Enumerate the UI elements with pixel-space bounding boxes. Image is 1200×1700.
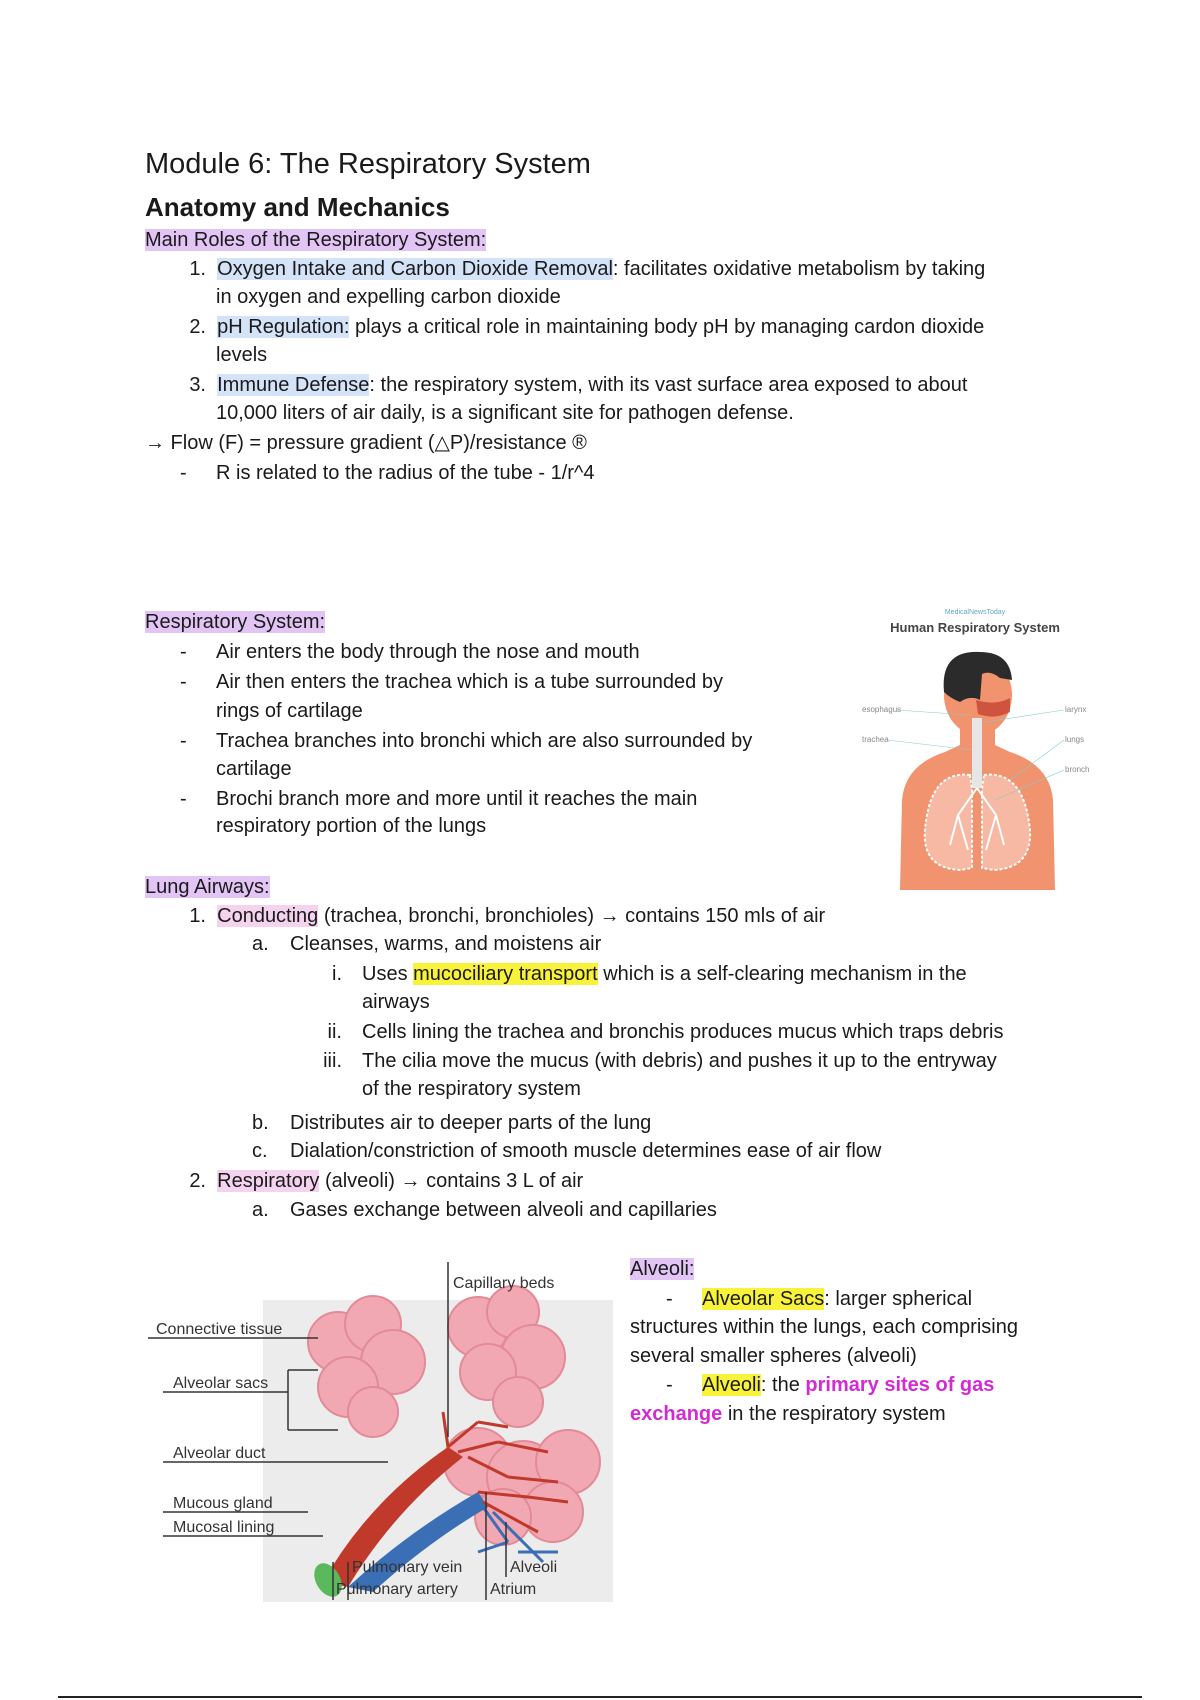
resp-list-item: cartilage: [216, 758, 292, 780]
alveolar-sacs-key: Alveolar Sacs: [702, 1288, 825, 1310]
resp-list-item: respiratory portion of the lungs: [216, 815, 487, 837]
role-1-text: : facilitates oxidative metabolism by taking: [612, 258, 986, 280]
conducting-iii: The cilia move the mucus (with debris) and pushes it up to the entryway: [362, 1050, 997, 1072]
alveolar-sacs-text: : larger spherical: [824, 1288, 973, 1310]
conducting-text: (trachea, bronchi, bronchioles) → contains 150 mls of air: [318, 905, 826, 927]
label-mucous-gland: Mucous gland: [173, 1495, 273, 1512]
resp-bullet: -: [180, 671, 187, 693]
role-1-cont: in oxygen and expelling carbon dioxide: [216, 286, 561, 308]
label-alveoli: Alveoli: [510, 1559, 558, 1576]
flow-bullet: -: [180, 462, 187, 484]
alveoli-emphasis-2: exchange: [630, 1403, 723, 1425]
resp-list-item: Brochi branch more and more until it reaches the main: [216, 788, 698, 810]
alveoli-cont: [630, 1400, 946, 1428]
flow-sub: R is related to the radius of the tube - 1/r^4: [216, 462, 595, 484]
label-mucosal-lining: Mucosal lining: [173, 1519, 275, 1536]
label-capillary-beds: Capillary beds: [453, 1275, 555, 1292]
alveolar-sacs-cont2: several smaller spheres (alveoli): [630, 1345, 917, 1367]
airways-header-text: Lung Airways:: [145, 876, 270, 898]
alveoli-header-text: Alveoli:: [630, 1258, 695, 1280]
conducting-c: Dialation/constriction of smooth muscle determines ease of air flow: [290, 1140, 882, 1162]
respiratory-a: Gases exchange between alveoli and capillaries: [290, 1199, 717, 1221]
figure-brand: MedicalNewsToday: [944, 609, 1006, 616]
roles-header-text: Main Roles of the Respiratory System:: [145, 229, 487, 251]
conducting-i-text: which is a self-clearing mechanism in the: [597, 963, 967, 985]
role-2-key: pH Regulation:: [217, 316, 350, 338]
mucociliary-key: mucociliary transport: [413, 963, 598, 985]
role-3: [170, 371, 967, 399]
resp-bullet: -: [180, 730, 187, 752]
section-heading: Anatomy and Mechanics: [145, 192, 450, 222]
label-lungs: lungs: [1065, 735, 1085, 744]
alveoli-emphasis-1: primary sites of gas: [805, 1374, 995, 1396]
conducting-a-num: a.: [252, 933, 269, 955]
conducting-iii-num: iii.: [323, 1050, 342, 1072]
label-alveolar-sacs: Alveolar sacs: [173, 1375, 269, 1392]
respiratory-system-figure: [860, 600, 1090, 890]
alveoli-pre: : the: [760, 1374, 806, 1396]
resp-header-text: Respiratory System:: [145, 611, 326, 633]
respiratory-key: Respiratory: [217, 1170, 320, 1192]
conducting-key: Conducting: [217, 905, 319, 927]
label-bronchi: bronchi: [1065, 765, 1090, 774]
conducting-i-cont: airways: [362, 991, 430, 1013]
alveolar-sacs-cont1: structures within the lungs, each comprising: [630, 1316, 1018, 1338]
alveoli-rest: in the respiratory system: [722, 1403, 946, 1425]
conducting-b: Distributes air to deeper parts of the lung: [290, 1112, 652, 1134]
page-title: Module 6: The Respiratory System: [145, 148, 591, 180]
conducting-ii: Cells lining the trachea and bronchis produces mucus which traps debris: [362, 1021, 1004, 1043]
label-larynx: larynx: [1065, 705, 1087, 714]
role-2: [170, 313, 984, 341]
role-1-key: Oxygen Intake and Carbon Dioxide Removal: [217, 258, 613, 280]
page-bottom-rule: [58, 1696, 1142, 1698]
figure-title: Human Respiratory System: [890, 620, 1060, 635]
label-pulmonary-vein: Pulmonary vein: [352, 1559, 463, 1576]
conducting-ii-num: ii.: [327, 1021, 342, 1043]
airway-respiratory: [170, 1167, 583, 1195]
resp-header: [145, 608, 325, 636]
label-connective-tissue: Connective tissue: [156, 1321, 283, 1338]
conducting-c-num: c.: [252, 1140, 268, 1162]
role-3-key: Immune Defense: [217, 374, 370, 396]
alveoli-figure: [148, 1262, 618, 1602]
alveoli-bullet-1: -: [666, 1288, 673, 1310]
alveoli-header: [630, 1255, 694, 1283]
alveolar-sacs-line: [702, 1285, 972, 1313]
label-pulmonary-artery: Pulmonary artery: [336, 1581, 458, 1598]
role-2-text: plays a critical role in maintaining body pH by managing cardon dioxide: [349, 316, 985, 338]
label-atrium: Atrium: [490, 1581, 537, 1598]
role-2-cont: levels: [216, 344, 268, 366]
role-3-text: : the respiratory system, with its vast surface area exposed to about: [369, 374, 968, 396]
conducting-a: Cleanses, warms, and moistens air: [290, 933, 602, 955]
role-1: [170, 255, 985, 283]
conducting-i-num: i.: [332, 963, 342, 985]
list-number: 2.: [189, 316, 206, 338]
resp-list-item: rings of cartilage: [216, 700, 363, 722]
resp-bullet: -: [180, 641, 187, 663]
list-number: 1.: [189, 258, 206, 280]
conducting-i-pre: Uses: [362, 963, 414, 985]
alveoli-bullet-2: -: [666, 1374, 673, 1396]
alveoli-line: [702, 1371, 994, 1399]
list-number: 1.: [189, 905, 206, 927]
resp-list-item: Air enters the body through the nose and mouth: [216, 641, 640, 663]
label-trachea: trachea: [862, 735, 889, 744]
label-esophagus: esophagus: [862, 705, 902, 714]
respiratory-text: (alveoli) → contains 3 L of air: [319, 1170, 584, 1192]
label-alveolar-duct: Alveolar duct: [173, 1445, 266, 1462]
flow-formula: → Flow (F) = pressure gradient (△P)/resistance ®: [145, 432, 587, 454]
list-number: 2.: [189, 1170, 206, 1192]
resp-list-item: Air then enters the trachea which is a tube surrounded by: [216, 671, 723, 693]
airways-header: [145, 873, 270, 901]
roles-header: [145, 226, 486, 254]
conducting-iii-cont: of the respiratory system: [362, 1078, 581, 1100]
airway-conducting: [170, 902, 825, 930]
alveoli-key: Alveoli: [702, 1374, 761, 1396]
resp-bullet: -: [180, 788, 187, 810]
resp-list-item: Trachea branches into bronchi which are also surrounded by: [216, 730, 753, 752]
conducting-b-num: b.: [252, 1112, 269, 1134]
conducting-i: [362, 960, 967, 988]
respiratory-a-num: a.: [252, 1199, 269, 1221]
role-3-cont: 10,000 liters of air daily, is a significant site for pathogen defense.: [216, 402, 794, 424]
list-number: 3.: [189, 374, 206, 396]
